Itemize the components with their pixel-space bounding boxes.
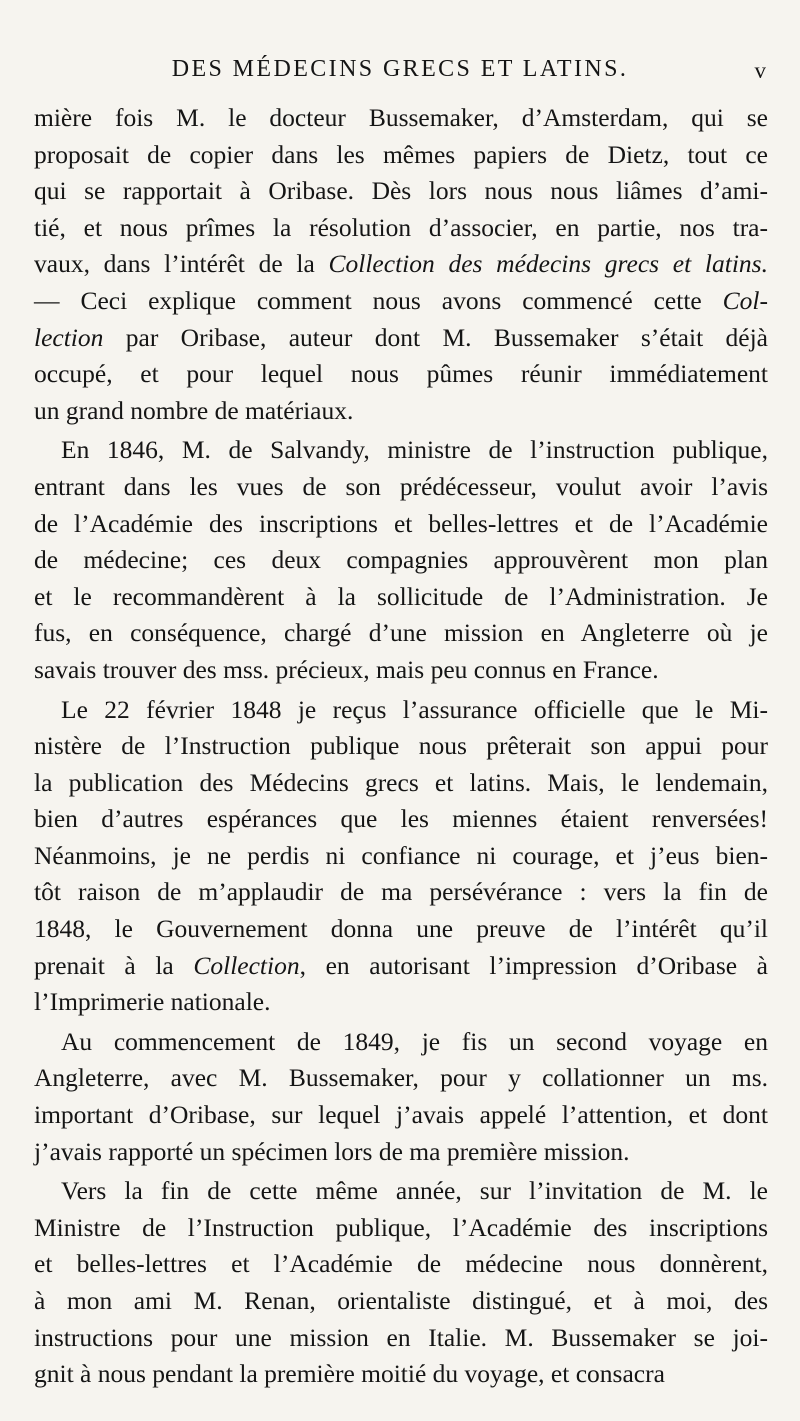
running-head: DES MÉDECINS GRECS ET LATINS. [171,56,629,82]
text-line [34,765,768,802]
text-line [34,246,768,283]
text-line [34,948,768,985]
text-segment: En 1846, M. de Salvandy, ministre de l’instruction publique, [61,435,768,465]
text-segment: 1848, le Gouvernement donna une preuve de l’intérêt qu’il [34,914,768,944]
italic-text: Collection [193,950,300,980]
text-segment: de l’Académie des inscriptions et belles-lettres et de l’Académie [34,508,768,538]
text-segment: savais trouver des mss. précieux, mais peu connus en France. [34,654,659,684]
text-segment: à mon ami M. Renan, orientaliste distingué, et à moi, des [34,1286,768,1315]
text-line [34,579,768,616]
text-segment: Angleterre, avec M. Bussemaker, pour y collationner un ms. [34,1063,768,1093]
paragraph [34,1173,768,1393]
text-line [34,469,768,506]
text-line [34,874,768,911]
body-text [34,100,768,1393]
text-segment: un grand nombre de matériaux. [34,395,354,425]
text-line [34,728,768,765]
text-segment: prenait à la [34,950,194,980]
page-number: v [754,58,766,83]
text-line [34,137,768,174]
text-segment: fus, en conséquence, chargé d’une mission en Angleterre où je [34,618,768,648]
text-segment: Vers la fin de cette même année, sur l’invitation de M. le [61,1176,768,1206]
text-line [34,1060,768,1097]
text-line [34,506,768,543]
paragraph [34,100,768,429]
text-segment: proposait de copier dans les mêmes papiers de Dietz, tout ce [34,139,768,169]
text-line [34,542,768,579]
text-line [34,320,768,357]
text-line [34,1097,768,1134]
paragraph [34,1024,768,1170]
text-line [34,432,768,469]
paragraph [34,692,768,1021]
text-segment: bien d’autres espérances que les miennes étaient renversées! [34,804,768,834]
text-line [34,210,768,247]
text-line [34,1246,768,1283]
text-line [34,1283,768,1320]
text-segment: Au commencement de 1849, je fis un second voyage en [61,1026,768,1056]
text-line [34,984,768,1021]
text-segment: gnit à nous pendant la première moitié du voyage, et consacra [34,1359,665,1389]
text-line [34,1320,768,1357]
text-segment: par Oribase, auteur dont M. Bussemaker s’était déjà [103,322,768,352]
text-segment: l’Imprimerie nationale. [34,987,271,1017]
italic-text: Col- [722,285,768,315]
text-line [34,838,768,875]
text-segment: j’avais rapporté un spécimen lors de ma première mission. [34,1136,630,1166]
text-segment: qui se rapportait à Oribase. Dès lors nous nous liâmes d’ami- [34,176,768,206]
italic-text: lection [34,322,104,352]
text-segment: mière fois M. le docteur Bussemaker, d’Amsterdam, qui se [34,103,768,132]
text-segment: et belles-lettres et l’Académie de médecine nous donnèrent, [34,1249,768,1279]
text-segment: tié, et nous prîmes la résolution d’associer, en partie, nos tra- [34,212,768,242]
text-segment: , en autorisant l’impression d’Oribase à [299,950,768,980]
paragraph [34,432,768,688]
text-line [34,1173,768,1210]
text-segment: tôt raison de m’applaudir de ma persévérance : vers la fin de [34,877,768,907]
text-line [34,283,768,320]
text-line [34,911,768,948]
text-line [34,692,768,729]
text-line [34,615,768,652]
text-segment: et le recommandèrent à la sollicitude de l’Administration. Je [34,581,768,611]
text-line [34,1210,768,1247]
text-segment: Le 22 février 1848 je reçus l’assurance officielle que le Mi- [61,694,768,724]
text-line [34,100,768,137]
text-segment: Néanmoins, je ne perdis ni confiance ni courage, et j’eus bien- [34,840,768,870]
text-line [34,1356,768,1393]
text-line [34,393,768,430]
text-line [34,1134,768,1171]
text-segment: occupé, et pour lequel nous pûmes réunir immédiatement [34,359,768,389]
text-segment: de médecine; ces deux compagnies approuvèrent mon plan [34,545,768,575]
text-line [34,801,768,838]
text-segment: instructions pour une mission en Italie. M. Bussemaker se joi- [34,1322,768,1352]
text-line [34,173,768,210]
text-segment: la publication des Médecins grecs et latins. Mais, le lendemain, [34,767,768,797]
italic-text: Collection des médecins grecs et latins. [328,249,768,279]
text-segment: entrant dans les vues de son prédécesseur, voulut avoir l’avis [34,471,768,501]
text-line [34,1024,768,1061]
page-header [0,52,800,92]
text-segment: vaux, dans l’intérêt de la [34,249,329,279]
text-segment: important d’Oribase, sur lequel j’avais appelé l’attention, et dont [34,1100,768,1130]
text-segment: Ministre de l’Instruction publique, l’Académie des inscriptions [34,1212,768,1242]
text-segment: nistère de l’Instruction publique nous prêterait son appui pour [34,731,768,761]
text-segment: — Ceci explique comment nous avons commencé cette [34,285,723,315]
text-line [34,652,768,689]
text-line [34,356,768,393]
